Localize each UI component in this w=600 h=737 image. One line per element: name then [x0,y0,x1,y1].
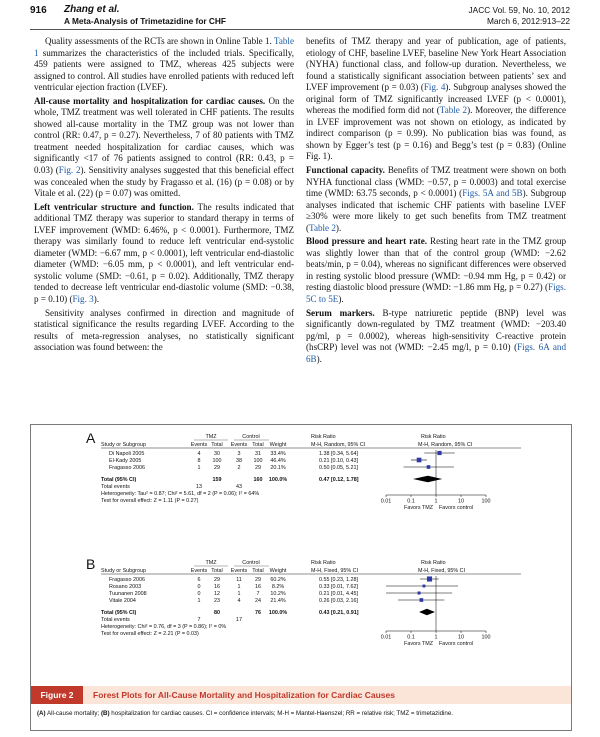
text: Benefits of TMZ treatment were shown on both NYHA functional class (WMD: −0.57, p = 0.0003) and total exercise time (WMD: 63.75 seconds, p < 0.0001) ( [306,165,566,199]
figure-2 [30,424,572,731]
figure-label: Figure 2 [31,686,83,704]
x-tick-label: 0.1 [407,498,415,505]
total-events-tmz: 7 [197,617,201,623]
total-control: 24 [255,598,261,604]
total-tmz: 12 [214,591,220,597]
x-tick-label: 100 [481,498,491,505]
study-ci: 0.21 [0.10, 0.43] [319,458,358,464]
table-2-link[interactable]: Table 2 [309,222,336,233]
study-weight: 21.4% [270,598,286,604]
group-tmz-header: TMZ [205,434,217,440]
events-header: Events [190,442,208,448]
total-header: Total [211,568,223,574]
group-control-header: Control [242,560,260,566]
study-ci: 0.26 [0.03, 2.16] [319,598,358,604]
total-control: 31 [255,451,261,457]
caption-b: (B) [100,710,110,717]
text: benefits of TMZ therapy and year of publication, age of patients, etiology of CHF, baseline LVEF, baseline New York Heart Association (NYHA) functional class, and follow-up duration. Nevertheless, we found a statistically significant association between patients’ sex and LVEF improvement (p = 0.03) ( [306,36,566,93]
total-tmz: 29 [214,577,220,583]
pooled-diamond [413,476,442,482]
total-tmz: 30 [214,451,220,457]
caption-a: (A) [37,710,46,717]
total-n-tmz: 159 [212,477,222,483]
text: ). [316,353,322,364]
fig-2-link[interactable]: Fig. 2 [58,165,81,176]
study-marker [437,451,441,455]
study-weight: 60.2% [270,577,286,583]
paragraph-lv-function [34,202,294,306]
study-marker [417,458,422,463]
total-events-control: 17 [236,617,242,623]
paragraph-meta-regression [306,36,566,163]
journal-info [469,5,570,27]
paragraph-quality [34,36,294,94]
events-control: 2 [237,465,241,471]
page-number: 916 [30,5,47,16]
text: On the whole, TMZ treatment was well tolerated in CHF patients. The results showed all-cause mortality in the TMZ group was not lower than control (RR: 0.47, p = 0.27). Nevertheless, 7 of 80 patients with TMZ treatment needed hospitalization for cardiac causes, which was significantly <17 of 76 patients assigned to control (RR: 0.43, p = 0.03) ( [34,95,294,176]
x-tick-label: 0.01 [380,498,392,505]
events-tmz: 0 [197,584,201,590]
plot-method-header: M-H, Random, 95% CI [418,442,473,448]
study-column-header: Study or Subgroup [101,568,146,574]
caption-text: hospitalization for cardiac causes. CI = confidence intervals; M-H = Mantel-Haenszel; RR = relative risk; TMZ = trimetazidine. [109,710,453,717]
fig-4-link[interactable]: Fig. 4 [423,82,446,93]
study-weight: 33.4% [270,451,286,457]
total-events-control: 43 [236,484,242,490]
caption-text: All-cause mortality; [45,710,101,717]
total-tmz: 29 [214,465,220,471]
total-control: 16 [255,584,261,590]
group-tmz-header: TMZ [205,560,217,566]
section-heading-lv: Left ventricular structure and function. [34,201,194,212]
left-column [34,36,294,354]
study-marker [423,585,426,588]
text: ). [338,294,344,305]
events-tmz: 6 [197,577,201,583]
total-n-control: 76 [255,610,261,616]
text: ). [93,294,100,305]
overall-effect-text: Test for overall effect: Z = 1.11 (P = 0.27) [101,498,199,504]
section-heading-bp: Blood pressure and heart rate. [306,236,428,247]
text: Quality assessments of the RCTs are shown in Online Table 1. [45,36,274,46]
x-tick-label: 1 [434,634,438,641]
paragraph-mortality [34,96,294,200]
text: The results indicated that additional TMZ therapy was superior to standard therapy in terms of LVEF improvement (WMD: 6.46%, p < 0.0001). Furthermore, TMZ therapy was similarly found to reduce left ventricular end-systolic diameter (WMD: −6.67 mm, p < 0.0001), left ventricular end-diastolic diameter (WMD: −6.05 mm, p < 0.0001), and left ventricular end-systolic volume (SMD: −0.61, p = 0.02). Additionally, TMZ therapy tended to decrease left ventricular end-diastolic volume (SMD: −0.38, p = 0.10) ( [34,201,294,305]
study-name: El-Kady 2005 [109,458,142,464]
text: B-type natriuretic peptide (BNP) level was significantly down-regulated by TMZ treatment (WMD: −203.40 pg/ml, p = 0.0002), whereas high-sensitivity C-reactive protein (hsCRP) level was not (WMD: −2.45 mg/l, p = 0.10) ( [306,307,566,353]
group-control-header: Control [242,434,260,440]
section-heading-mortality: All-cause mortality and hospitalization for cardiac causes. [34,95,266,106]
x-tick-label: 100 [481,634,491,641]
study-marker [427,465,431,469]
events-tmz: 1 [197,598,201,604]
text: ). [335,222,342,233]
events-tmz: 8 [197,458,201,464]
fig-3-link[interactable]: Fig. 3 [72,294,94,305]
events-header: Events [190,568,208,574]
events-control: 11 [236,577,242,583]
overall-effect-text: Test for overall effect: Z = 2.21 (P = 0.03) [101,631,199,637]
figs-6ab-link[interactable]: Figs. 6A and 6B [306,342,566,364]
study-marker [418,591,421,594]
events-tmz: 4 [197,451,201,457]
study-weight: 10.2% [270,591,286,597]
figs-5ce-link[interactable]: Figs. 5C to 5E [306,282,566,305]
total-weight: 100.0% [268,610,288,616]
total-label: Total (95% CI) [101,610,137,616]
study-ci: 0.55 [0.23, 1.28] [319,577,358,583]
text: ). Subgroup analyses indicated that ischemic CHF patients with baseline LVEF ≥30% were more likely to get such benefits from TMZ treatment ( [306,188,566,233]
table-1-link[interactable]: Table 1 [34,36,294,58]
events-control: 1 [237,591,241,597]
pooled-diamond [419,609,435,615]
paragraph-functional [306,165,566,234]
favours-tmz-label: Favors TMZ [404,505,433,511]
panel-letter: A [86,430,96,446]
text: ). Subgroup analyses showed the original form of TMZ significantly increased LVEF (p < 0.0001), whereas the modified form did not ( [306,82,566,116]
study-marker [420,598,424,602]
weight-header: Weight [269,568,287,574]
favours-control-label: Favors control [439,505,474,511]
total-control: 7 [256,591,260,597]
events-header: Events [230,442,248,448]
total-n-control: 160 [253,477,263,483]
paragraph-sensitivity: Sensitivity analyses confirmed in direction and magnitude of statistical significance the results regarding LVEF. According to the results of meta-regression analyses, no statistically significant association was found between: the [34,307,294,353]
study-name: Rosano 2003 [109,584,142,590]
right-column [306,36,566,365]
events-control: 38 [236,458,242,464]
events-control: 1 [237,584,241,590]
x-tick-label: 1 [434,498,438,505]
study-marker [427,576,432,581]
total-events-tmz: 13 [196,484,202,490]
section-heading-serum: Serum markers. [306,307,375,318]
text: Resting heart rate in the TMZ group was slightly lower than that of the control group (WMD: −2.62 beats/min, p = 0.04), whereas no significant differences were observed in resting systolic blood pressure (WMD: −0.94 mm Hg, p = 0.42) or resting diastolic blood pressure (WMD: −1.86 mm Hg, p = 0.27) ( [306,236,566,293]
events-control: 4 [237,598,241,604]
x-tick-label: 10 [458,634,464,641]
study-column-header: Study or Subgroup [101,442,146,448]
study-name: Di Napoli 2005 [109,451,145,457]
study-weight: 46.4% [270,458,286,464]
figs-5ab-link[interactable]: Figs. 5A and 5B [462,188,523,199]
x-tick-label: 0.1 [407,634,415,641]
total-label: Total (95% CI) [101,477,137,483]
figure-caption [37,709,567,719]
events-control: 3 [237,451,241,457]
total-events-label: Total events [101,484,130,490]
total-tmz: 100 [212,458,222,464]
study-name: Fragasso 2006 [109,577,145,583]
text: ). Sensitivity analyses suggested that this beneficial effect was concealed when the study by Fragasso et al. (16) (p = 0.08) or by Vitale et al. (22) (p = 0.07) was omitted. [34,165,294,199]
total-n-tmz: 80 [214,610,220,616]
total-header: Total [252,442,264,448]
study-ci: 1.38 [0.34, 5.64] [319,451,358,457]
total-control: 29 [255,577,261,583]
text: summarizes the characteristics of the included trials. Specifically, 459 patients were assigned to TMZ, whereas 425 subjects were assigned to control. All studies have enrolled patients with reduced left ventricular ejection fraction (LVEF). [34,47,294,93]
paragraph-blood-pressure [306,236,566,305]
total-header: Total [211,442,223,448]
section-heading-functional: Functional capacity. [306,165,385,176]
figure-title: Forest Plots for All-Cause Mortality and Hospitalization for Cardiac Causes [93,690,395,700]
events-tmz: 1 [197,465,201,471]
total-tmz: 16 [214,584,220,590]
risk-ratio-header: Risk Ratio [311,560,336,566]
study-ci: 0.50 [0.05, 5.21] [319,465,358,471]
rr-method-header: M-H, Random, 95% CI [311,442,366,448]
total-header: Total [252,568,264,574]
forest-plots [31,425,571,687]
total-control: 100 [253,458,263,464]
study-weight: 8.2% [271,584,285,590]
total-ci: 0.43 [0.21, 0.91] [319,610,359,616]
rr-method-header: M-H, Fixed, 95% CI [311,568,359,574]
plot-method-header: M-H, Fixed, 95% CI [418,568,466,574]
figure-title-bar [31,686,571,704]
plot-header: Risk Ratio [421,560,446,566]
table-2-link[interactable]: Table 2 [439,105,468,116]
total-ci: 0.47 [0.12, 1.78] [319,477,359,483]
running-authors: Zhang et al. [64,4,120,15]
paragraph-serum [306,308,566,366]
journal-volume: JACC Vol. 59, No. 10, 2012 [468,5,570,15]
study-name: Fragasso 2006 [109,465,145,471]
journal-date: March 6, 2012:913–22 [486,16,570,26]
x-tick-label: 0.01 [380,634,392,641]
risk-ratio-header: Risk Ratio [311,434,336,440]
total-events-label: Total events [101,617,130,623]
study-ci: 0.21 [0.01, 4.45] [319,591,358,597]
favours-control-label: Favors control [439,641,474,647]
x-tick-label: 10 [458,498,464,505]
study-name: Vitale 2004 [109,598,136,604]
heterogeneity-text: Heterogeneity: Chi² = 0.76, df = 3 (P = 0.86); I² = 0% [101,624,227,630]
plot-header: Risk Ratio [421,434,446,440]
favours-tmz-label: Favors TMZ [404,641,433,647]
total-tmz: 23 [214,598,220,604]
total-weight: 100.0% [268,477,288,483]
total-control: 29 [255,465,261,471]
study-name: Tuunanen 2008 [109,591,147,597]
study-ci: 0.33 [0.01, 7.62] [319,584,358,590]
study-weight: 20.1% [270,465,286,471]
running-title: A Meta-Analysis of Trimetazidine for CHF [64,16,226,26]
panel-letter: B [86,556,96,572]
weight-header: Weight [269,442,287,448]
heterogeneity-text: Heterogeneity: Tau² = 0.87; Chi² = 5.61, df = 2 (P = 0.06); I² = 64% [101,491,260,497]
events-header: Events [230,568,248,574]
header-rule [30,29,570,30]
events-tmz: 0 [197,591,201,597]
text: ). Moreover, the difference in LVEF improvement was not shown on etiology, as indicated by indirect comparison (p = 0.99). No publication bias was found, as shown by Egger’s test (p = 0.16) and Begg’s test (p = 0.83) (Online Fig. 1). [306,105,566,162]
